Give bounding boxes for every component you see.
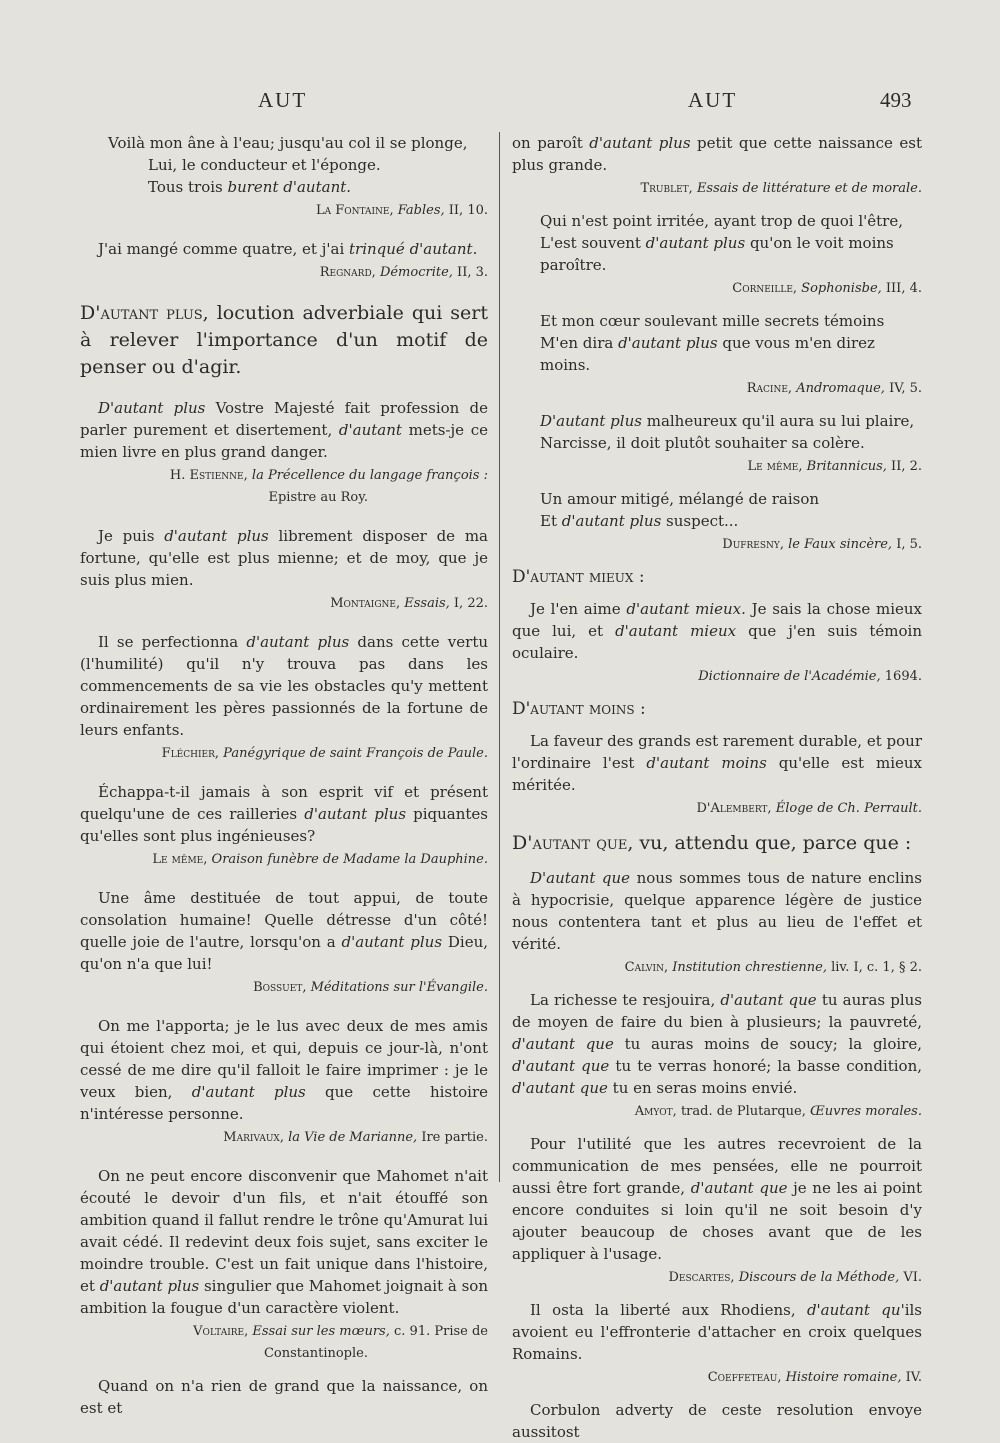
citation: Calvin, Institution chrestienne, liv. I, c. 1, § 2. xyxy=(624,960,922,975)
quote-bossuet: Une âme destituée de tout appui, de toute consolation humaine! Quelle détresse d'un côté! quelle joie de l'autre, lorsqu'on a d'autant plus Dieu, qu'on n'a que lui! xyxy=(80,889,488,973)
citation-continued: Epistre au Roy. xyxy=(268,490,368,505)
column-divider xyxy=(499,132,500,1182)
quote-trublet-start: Quand on n'a rien de grand que la naissance, on est et xyxy=(80,1377,488,1417)
running-head-left: AUT xyxy=(258,88,308,112)
citation: Le même, Oraison funèbre de Madame la Dauphine. xyxy=(152,852,488,867)
citation: Corneille, Sophonisbe, III, 4. xyxy=(732,281,922,296)
citation: Dictionnaire de l'Académie, 1694. xyxy=(698,669,922,684)
citation: D'Alembert, Éloge de Ch. Perrault. xyxy=(696,801,922,816)
citation: Voltaire, Essai sur les mœurs, c. 91. Prise de xyxy=(193,1324,488,1339)
quote-trublet-end: on paroît d'autant plus petit que cette naissance est plus grande. xyxy=(512,134,922,174)
quote-amyot: La richesse te resjouira, d'autant que tu auras plus de moyen de faire du bien à plusieurs; la pauvreté, d'autant que tu auras moins de soucy; la gloire, d'autant que tu te verras honoré; la basse condition, d'autant que tu en seras moins envié. xyxy=(512,991,922,1097)
quote-coeffeteau: Il osta la liberté aux Rhodiens, d'autant qu'ils avoient eu l'effronterie d'attacher en croix quelques Romains. xyxy=(512,1301,922,1363)
quote-flechier: Il se perfectionna d'autant plus dans cette vertu (l'humilité) qu'il n'y trouva pas dans les commencements de sa vie les obstacles qu'y mettent ordinairement les pères passionnés de la fortune de leurs enfants. xyxy=(80,633,489,739)
citation: Trublet, Essais de littérature et de morale. xyxy=(640,181,922,196)
quote-regnard: J'ai mangé comme quatre, et j'ai trinqué d'autant. xyxy=(98,240,478,258)
citation: Descartes, Discours de la Méthode, VI. xyxy=(668,1270,922,1285)
citation: Coeffeteau, Histoire romaine, IV. xyxy=(707,1370,922,1385)
citation: Montaigne, Essais, I, 22. xyxy=(330,596,488,611)
quote-racine: Et mon cœur soulevant mille secrets témoins M'en dira d'autant plus que vous m'en direz moins. xyxy=(540,312,885,374)
running-head-right: AUT xyxy=(688,88,738,112)
citation: Dufresny, le Faux sincère, I, 5. xyxy=(722,537,922,552)
left-column xyxy=(80,132,488,1419)
quote-dalembert: La faveur des grands est rarement durable, et pour l'ordinaire l'est d'autant moins qu'elle est mieux méritée. xyxy=(512,732,922,794)
citation: Le même, Britannicus, II, 2. xyxy=(747,459,922,474)
quote-academie: Je l'en aime d'autant mieux. Je sais la chose mieux que lui, et d'autant mieux que j'en suis témoin oculaire. xyxy=(512,600,923,662)
quote-voltaire: On ne peut encore disconvenir que Mahomet n'ait écouté le devoir d'un fils, et n'ait étouffé son ambition quand il fallut rendre le trône qu'Amurat lui avait cédé. Il redevint deux fois sujet, sans exciter le moindre trouble. C'est un fait unique dans l'histoire, et d'autant plus singulier que Mahomet joignait à son ambition la fougue d'un caractère violent. xyxy=(80,1167,489,1317)
quote-marivaux: On me l'apporta; je le lus avec deux de mes amis qui étoient chez moi, et qui, depuis ce jour-là, n'ont cessé de me dire qu'il falloit le faire imprimer : je le veux bien, d'autant plus que cette histoire n'intéresse personne. xyxy=(80,1017,489,1123)
quote-le-meme: Échappa-t-il jamais à son esprit vif et présent quelqu'une de ces railleries d'autant plus piquantes qu'elles sont plus ingénieuses? xyxy=(80,783,488,845)
citation: Racine, Andromaque, IV, 5. xyxy=(746,381,922,396)
citation: Marivaux, la Vie de Marianne, Ire partie. xyxy=(223,1130,488,1145)
quote-dufresny: Un amour mitigé, mélangé de raison Et d'autant plus suspect... xyxy=(540,490,820,530)
citation: H. Estienne, la Précellence du langage françois : xyxy=(169,468,488,483)
quote-descartes: Pour l'utilité que les autres recevroient de la communication de mes pensées, elle ne pourroit aussi être fort grande, d'autant que je ne les ai point encore conduites si loin qu'il ne soit besoin d'y ajouter beaucoup de choses avant que de les appliquer à l'usage. xyxy=(512,1135,922,1263)
citation-continued: Constantinople. xyxy=(263,1346,368,1361)
section-heading-dautant-moins: D'autant moins : xyxy=(512,699,646,719)
quote-corneille: Qui n'est point irritée, ayant trop de quoi l'être, L'est souvent d'autant plus qu'on le voit moins paroître. xyxy=(540,212,903,274)
section-heading-dautant-mieux: D'autant mieux : xyxy=(512,567,645,587)
quote-estienne: D'autant plus Vostre Majesté fait profession de parler purement et disertement, d'autant mets-je ce mien livre en plus grand danger. xyxy=(80,399,488,461)
citation: Bossuet, Méditations sur l'Évangile. xyxy=(253,980,488,995)
section-heading-dautant-plus: D'autant plus, locution adverbiale qui sert à relever l'importance d'un motif de penser ou d'agir. xyxy=(80,302,488,378)
right-column xyxy=(512,132,922,1443)
citation: Fléchier, Panégyrique de saint François de Paule. xyxy=(161,746,488,761)
page-number: 493 xyxy=(880,88,912,112)
citation: La Fontaine, Fables, II, 10. xyxy=(315,203,488,218)
citation: Regnard, Démocrite, II, 3. xyxy=(319,265,488,280)
citation: Amyot, trad. de Plutarque, Œuvres morales. xyxy=(634,1104,922,1119)
quote-britannicus: D'autant plus malheureux qu'il aura su lui plaire, Narcisse, il doit plutôt souhaiter sa colère. xyxy=(540,412,915,452)
quote-corbulon-start: Corbulon adverty de ceste resolution envoye aussitost xyxy=(512,1401,922,1441)
section-heading-dautant-que: D'autant que, vu, attendu que, parce que : xyxy=(512,832,912,854)
quote-calvin: D'autant que nous sommes tous de nature enclins à hypocrisie, quelque apparence légère de justice nous contentera tant et plus au lieu de l'effet et vérité. xyxy=(512,869,922,953)
quote-la-fontaine: Voilà mon âne à l'eau; jusqu'au col il se plonge, Lui, le conducteur et l'éponge. Tous trois burent d'autant. xyxy=(108,134,468,196)
quote-montaigne: Je puis d'autant plus librement disposer de ma fortune, qu'elle est plus mienne; et de moy, que je suis plus mien. xyxy=(80,527,488,589)
